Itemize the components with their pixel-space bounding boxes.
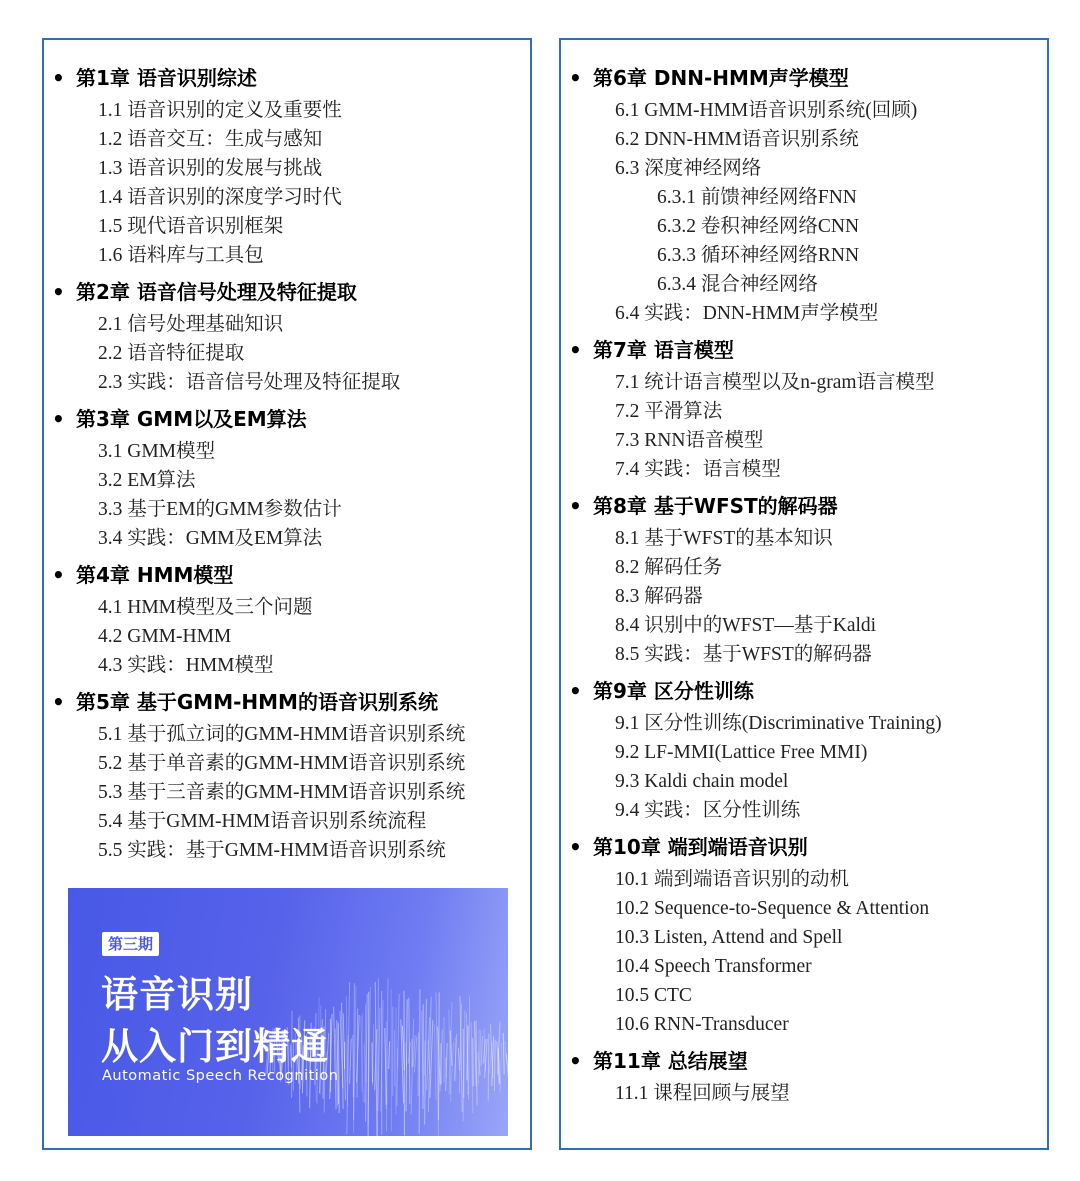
section-item: 1.2 语音交互：生成与感知 [98, 129, 323, 150]
chapter-title: 第6章 DNN-HMM声学模型 [593, 66, 849, 90]
banner-badge: 第三期 [102, 932, 159, 956]
wave-line [362, 1013, 363, 1092]
chapter-heading [561, 64, 1047, 92]
bullet-icon: • [52, 407, 65, 431]
course-banner [68, 888, 508, 1136]
section-item: 8.1 基于WFST的基本知识 [615, 528, 833, 549]
wave-line [478, 1030, 479, 1084]
wave-line [476, 1020, 477, 1105]
chapter-heading [44, 561, 530, 589]
chapter-heading [44, 278, 530, 306]
wave-line [468, 996, 469, 1099]
section-item: 10.1 端到端语音识别的动机 [615, 869, 850, 890]
bullet-icon: • [52, 690, 65, 714]
section-item: 8.4 识别中的WFST—基于Kaldi [615, 615, 877, 636]
chapter-title: 第11章 总结展望 [593, 1049, 748, 1073]
wave-line [419, 989, 420, 1133]
bullet-icon: • [569, 338, 582, 362]
section-item: 5.2 基于单音素的GMM-HMM语音识别系统 [98, 753, 466, 774]
left-toc-panel [42, 38, 532, 1150]
wave-line [500, 1043, 501, 1093]
section-item: 3.2 EM算法 [98, 470, 196, 491]
section-item: 3.1 GMM模型 [98, 441, 216, 462]
section-item: 1.6 语料库与工具包 [98, 245, 264, 266]
section-item: 6.4 实践：DNN-HMM声学模型 [615, 303, 879, 324]
bullet-icon: • [569, 66, 582, 90]
section-item: 1.4 语音识别的深度学习时代 [98, 187, 342, 208]
wave-line [506, 1054, 508, 1076]
section-item: 4.3 实践：HMM模型 [98, 655, 274, 676]
chapter-heading [561, 833, 1047, 861]
bullet-icon: • [52, 563, 65, 587]
section-item: 9.1 区分性训练(Discriminative Training) [615, 713, 942, 734]
chapter-title: 第3章 GMM以及EM算法 [76, 407, 307, 431]
chapter-heading [561, 677, 1047, 705]
section-item: 6.3 深度神经网络 [615, 158, 762, 179]
banner-title-line2: 从入门到精通 [101, 1025, 329, 1068]
chapter-title: 第9章 区分性训练 [593, 679, 754, 703]
wave-line [377, 978, 378, 1136]
section-item: 2.2 语音特征提取 [98, 343, 245, 364]
wave-line [406, 999, 407, 1111]
section-item: 5.3 基于三音素的GMM-HMM语音识别系统 [98, 782, 466, 803]
banner-title-line1: 语音识别 [101, 973, 253, 1016]
wave-line [458, 1048, 459, 1071]
chapter-heading [44, 405, 530, 433]
section-item: 10.6 RNN-Transducer [615, 1014, 789, 1035]
wave-line [481, 1036, 482, 1066]
chapter-title: 第2章 语音信号处理及特征提取 [76, 280, 357, 304]
section-item: 1.5 现代语音识别框架 [98, 216, 284, 237]
section-item: 7.3 RNN语音模型 [615, 430, 764, 451]
chapter-heading [561, 336, 1047, 364]
subsection-item: 6.3.1 前馈神经网络FNN [657, 187, 857, 208]
wave-line [439, 992, 440, 1120]
chapter-heading [561, 492, 1047, 520]
section-item: 7.1 统计语言模型以及n-gram语言模型 [615, 372, 935, 393]
section-item: 9.4 实践：区分性训练 [615, 800, 801, 821]
section-item: 8.2 解码任务 [615, 557, 723, 578]
chapter-title: 第4章 HMM模型 [76, 563, 234, 587]
section-item: 4.1 HMM模型及三个问题 [98, 597, 313, 618]
wave-line [505, 1041, 507, 1063]
chapter-heading [44, 64, 530, 92]
section-item: 1.3 语音识别的发展与挑战 [98, 158, 323, 179]
chapter-title: 第5章 基于GMM-HMM的语音识别系统 [76, 690, 438, 714]
chapter-heading [44, 688, 530, 716]
section-item: 10.3 Listen, Attend and Spell [615, 927, 843, 948]
right-toc-list [561, 40, 1047, 1108]
bullet-icon: • [569, 679, 582, 703]
banner-subtitle: Automatic Speech Recognition [102, 1068, 339, 1084]
chapter-title: 第8章 基于WFST的解码器 [593, 494, 838, 518]
wave-line [503, 1033, 504, 1074]
chapter-title: 第10章 端到端语音识别 [593, 835, 808, 859]
section-item: 10.2 Sequence-to-Sequence & Attention [615, 898, 930, 919]
wave-line [389, 1041, 390, 1069]
bullet-icon: • [569, 494, 582, 518]
section-item: 2.3 实践：语音信号处理及特征提取 [98, 372, 401, 393]
section-item: 2.1 信号处理基础知识 [98, 314, 284, 335]
section-item: 7.2 平滑算法 [615, 401, 723, 422]
section-item: 3.3 基于EM的GMM参数估计 [98, 499, 342, 520]
section-item: 6.1 GMM-HMM语音识别系统(回顾) [615, 100, 918, 121]
bullet-icon: • [52, 66, 65, 90]
wave-line [434, 1024, 436, 1099]
wave-line [373, 1025, 374, 1086]
section-item: 11.1 课程回顾与展望 [615, 1083, 790, 1104]
bullet-icon: • [569, 1049, 582, 1073]
section-item: 5.5 实践：基于GMM-HMM语音识别系统 [98, 840, 446, 861]
section-item: 6.2 DNN-HMM语音识别系统 [615, 129, 859, 150]
subsection-item: 6.3.3 循环神经网络RNN [657, 245, 860, 266]
bullet-icon: • [569, 835, 582, 859]
section-item: 9.3 Kaldi chain model [615, 771, 789, 792]
subsection-item: 6.3.2 卷积神经网络CNN [657, 216, 860, 237]
section-item: 5.4 基于GMM-HMM语音识别系统流程 [98, 811, 427, 832]
subsection-item: 6.3.4 混合神经网络 [657, 274, 818, 295]
wave-line [494, 1040, 495, 1091]
section-item: 4.2 GMM-HMM [98, 626, 232, 647]
bullet-icon: • [52, 280, 65, 304]
section-item: 8.3 解码器 [615, 586, 703, 607]
section-item: 7.4 实践：语言模型 [615, 459, 781, 480]
section-item: 10.5 CTC [615, 985, 692, 1006]
chapter-title: 第1章 语音识别综述 [76, 66, 257, 90]
wave-line [365, 1004, 366, 1102]
wave-line [350, 1038, 352, 1083]
section-item: 9.2 LF-MMI(Lattice Free MMI) [615, 742, 868, 763]
section-item: 8.5 实践：基于WFST的解码器 [615, 644, 872, 665]
chapter-title: 第7章 语言模型 [593, 338, 734, 362]
left-toc-list [44, 40, 530, 865]
chapter-heading [561, 1047, 1047, 1075]
section-item: 1.1 语音识别的定义及重要性 [98, 100, 342, 121]
right-toc-panel [559, 38, 1049, 1150]
wave-line [488, 1034, 489, 1101]
section-item: 5.1 基于孤立词的GMM-HMM语音识别系统 [98, 724, 466, 745]
section-item: 3.4 实践：GMM及EM算法 [98, 528, 323, 549]
section-item: 10.4 Speech Transformer [615, 956, 812, 977]
